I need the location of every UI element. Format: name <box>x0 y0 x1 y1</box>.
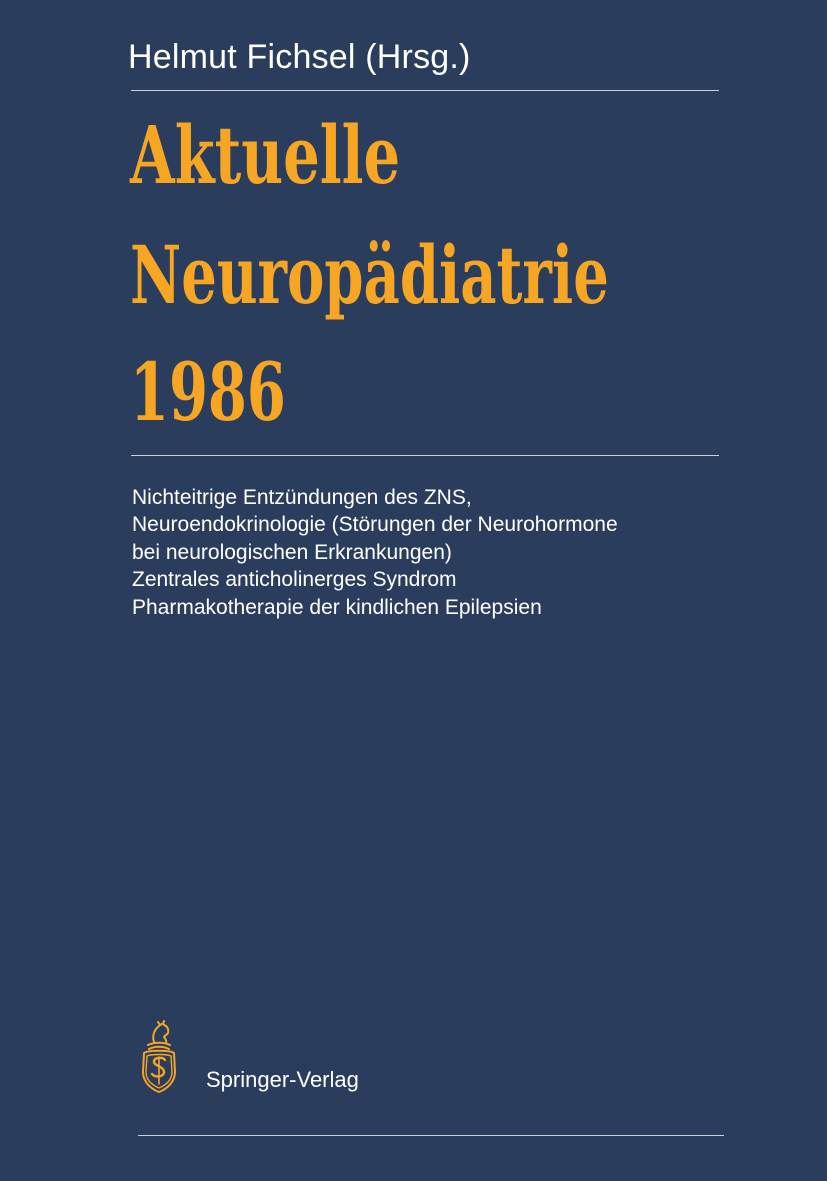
topic-item: Nichteitrige Entzündungen des ZNS, <box>132 486 472 509</box>
divider-middle <box>131 455 719 456</box>
author-editor: Helmut Fichsel (Hrsg.) <box>128 38 471 76</box>
publisher-name: Springer-Verlag <box>206 1067 359 1092</box>
title-line-1: Aktuelle <box>130 108 401 202</box>
title-line-3: 1986 <box>130 345 286 439</box>
divider-top <box>131 90 719 91</box>
springer-knight-logo-icon <box>134 1020 184 1094</box>
topic-item: Zentrales anticholinerges Syndrom <box>132 568 457 592</box>
topics-list <box>132 484 618 621</box>
divider-bottom <box>138 1135 724 1136</box>
title-line-2: Neuropädiatrie <box>130 228 609 322</box>
topic-item: bei neurologischen Erkrankungen) <box>132 540 452 564</box>
topic-item: Pharmakotherapie der kindlichen Epilepsien <box>132 595 542 619</box>
topic-item: Neuroendokrinologie (Störungen der Neurohormone <box>132 513 618 537</box>
